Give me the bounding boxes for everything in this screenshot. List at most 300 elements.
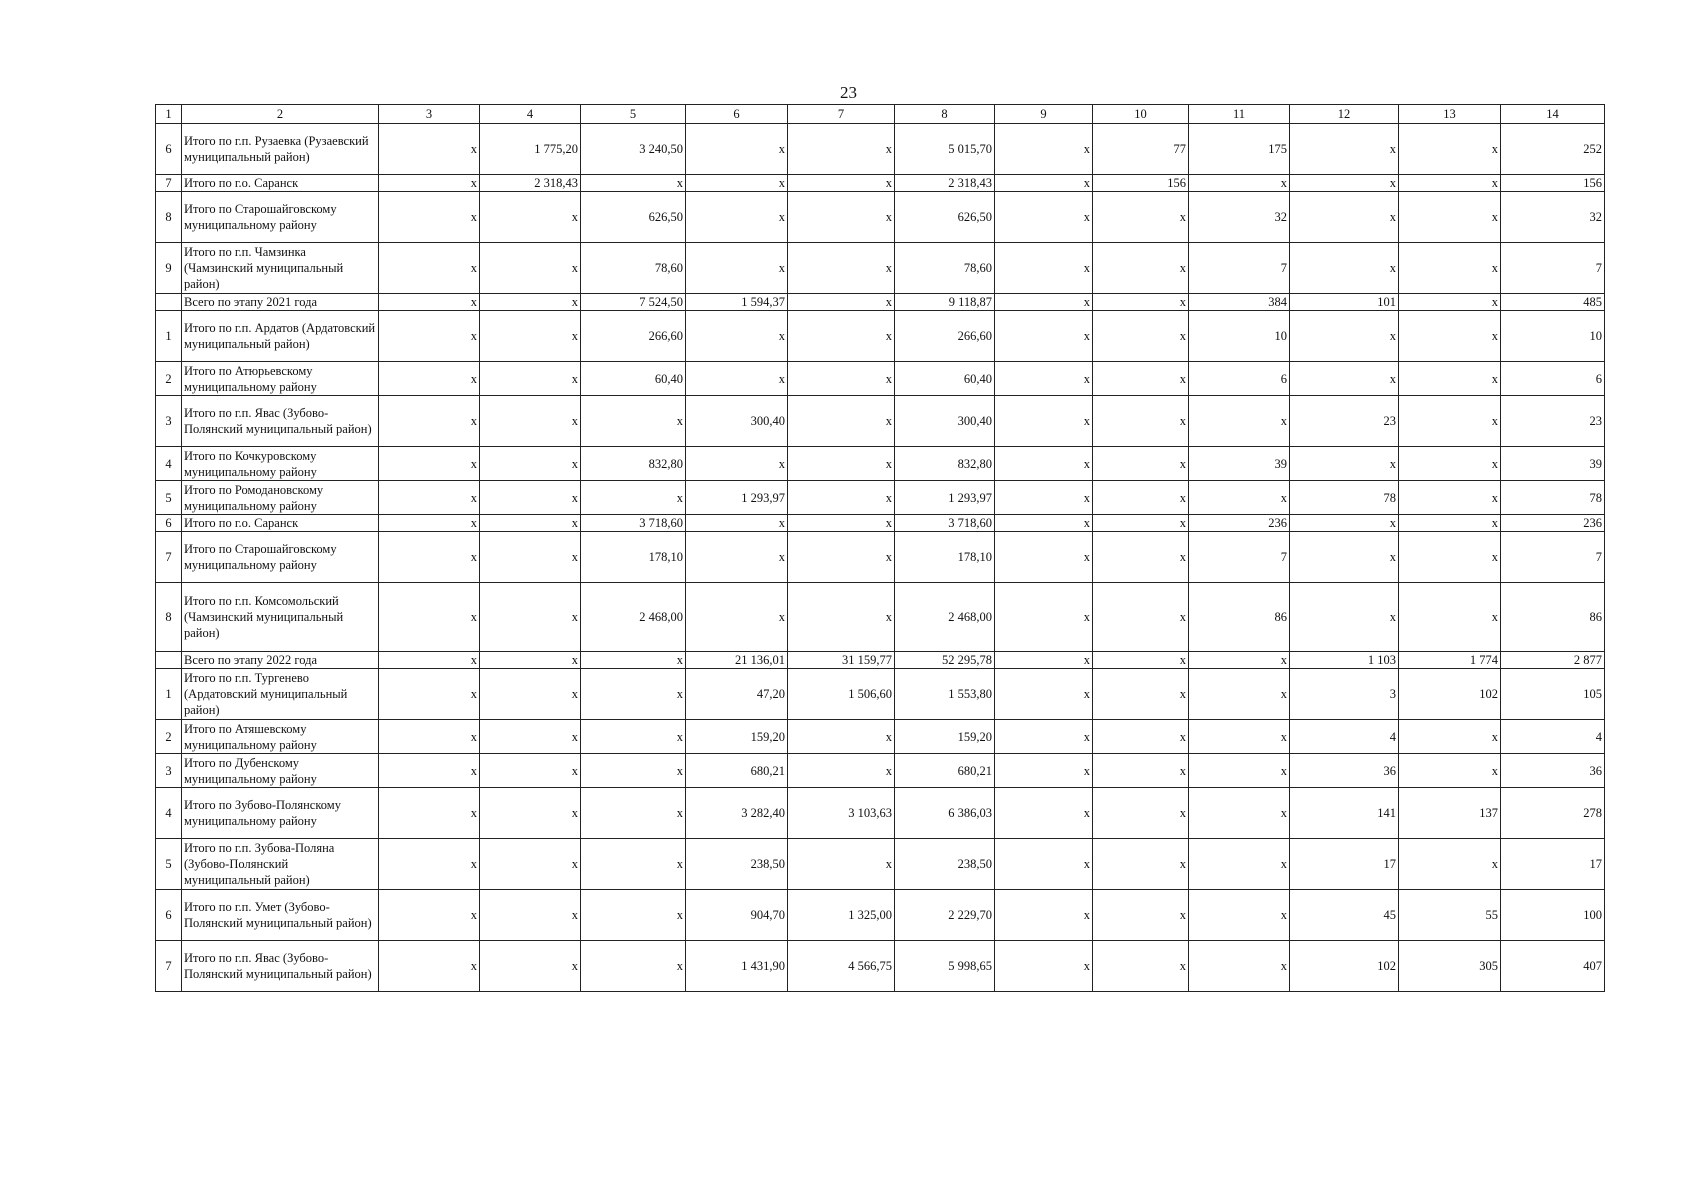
value-cell: 238,50 [895, 839, 995, 890]
value-cell: 236 [1501, 515, 1605, 532]
value-cell: 23 [1501, 396, 1605, 447]
table-row [156, 839, 1605, 890]
value-cell: x [1399, 447, 1501, 481]
row-name: Итого по Старошайговскому муниципальному району [182, 192, 379, 243]
value-cell: x [1290, 175, 1399, 192]
value-cell: 832,80 [895, 447, 995, 481]
value-cell: 1 431,90 [686, 941, 788, 992]
value-cell: x [788, 192, 895, 243]
value-cell: x [1093, 941, 1189, 992]
row-name: Итого по г.о. Саранск [182, 175, 379, 192]
value-cell: x [480, 481, 581, 515]
column-header: 6 [686, 105, 788, 124]
value-cell: x [1399, 243, 1501, 294]
value-cell: x [581, 941, 686, 992]
value-cell: x [581, 839, 686, 890]
value-cell: 36 [1290, 754, 1399, 788]
value-cell: x [686, 515, 788, 532]
row-number: 6 [156, 890, 182, 941]
value-cell: x [581, 720, 686, 754]
value-cell: 60,40 [895, 362, 995, 396]
value-cell: x [480, 311, 581, 362]
value-cell: 680,21 [895, 754, 995, 788]
value-cell: x [1093, 481, 1189, 515]
value-cell: 102 [1290, 941, 1399, 992]
value-cell: x [788, 583, 895, 652]
value-cell: x [995, 396, 1093, 447]
value-cell: x [1399, 192, 1501, 243]
column-header: 8 [895, 105, 995, 124]
value-cell: 5 015,70 [895, 124, 995, 175]
row-name: Итого по г.п. Комсомольский (Чамзинский муниципальный район) [182, 583, 379, 652]
value-cell: x [1290, 124, 1399, 175]
value-cell: 3 718,60 [895, 515, 995, 532]
value-cell: x [480, 192, 581, 243]
value-cell: x [480, 532, 581, 583]
value-cell: 178,10 [895, 532, 995, 583]
table-row [156, 669, 1605, 720]
table-row [156, 294, 1605, 311]
value-cell: 6 386,03 [895, 788, 995, 839]
value-cell: x [480, 652, 581, 669]
value-cell: x [1290, 447, 1399, 481]
value-cell: 6 [1189, 362, 1290, 396]
value-cell: x [788, 839, 895, 890]
value-cell: 141 [1290, 788, 1399, 839]
value-cell: 3 718,60 [581, 515, 686, 532]
value-cell: x [1399, 294, 1501, 311]
table-row [156, 890, 1605, 941]
value-cell: x [1399, 175, 1501, 192]
value-cell: x [995, 532, 1093, 583]
value-cell: 86 [1189, 583, 1290, 652]
table-row [156, 124, 1605, 175]
column-header: 4 [480, 105, 581, 124]
value-cell: x [379, 294, 480, 311]
value-cell: x [379, 515, 480, 532]
value-cell: x [1093, 669, 1189, 720]
value-cell: 175 [1189, 124, 1290, 175]
value-cell: 278 [1501, 788, 1605, 839]
value-cell: x [1399, 396, 1501, 447]
row-number: 1 [156, 669, 182, 720]
value-cell: x [788, 124, 895, 175]
value-cell: x [995, 362, 1093, 396]
value-cell: x [686, 362, 788, 396]
value-cell: x [995, 447, 1093, 481]
table-row [156, 175, 1605, 192]
value-cell: x [995, 311, 1093, 362]
row-name: Итого по г.п. Явас (Зубово-Полянский муниципальный район) [182, 941, 379, 992]
row-name: Итого по г.п. Явас (Зубово-Полянский муниципальный район) [182, 396, 379, 447]
value-cell: x [1399, 839, 1501, 890]
column-header: 3 [379, 105, 480, 124]
value-cell: x [1189, 175, 1290, 192]
table-row [156, 243, 1605, 294]
row-name: Итого по г.п. Тургенево (Ардатовский муниципальный район) [182, 669, 379, 720]
row-number: 8 [156, 192, 182, 243]
value-cell: x [480, 754, 581, 788]
value-cell: 3 282,40 [686, 788, 788, 839]
value-cell: x [379, 175, 480, 192]
row-number: 7 [156, 532, 182, 583]
value-cell: 55 [1399, 890, 1501, 941]
value-cell: 7 [1189, 532, 1290, 583]
value-cell: 9 118,87 [895, 294, 995, 311]
value-cell: x [1093, 652, 1189, 669]
value-cell: 102 [1399, 669, 1501, 720]
value-cell: 680,21 [686, 754, 788, 788]
value-cell: x [686, 583, 788, 652]
value-cell: 156 [1501, 175, 1605, 192]
value-cell: 2 877 [1501, 652, 1605, 669]
value-cell: x [995, 669, 1093, 720]
value-cell: x [379, 124, 480, 175]
value-cell: 305 [1399, 941, 1501, 992]
value-cell: 2 318,43 [480, 175, 581, 192]
value-cell: 4 [1290, 720, 1399, 754]
value-cell: x [1399, 311, 1501, 362]
value-cell: x [480, 890, 581, 941]
value-cell: x [379, 754, 480, 788]
value-cell: x [1093, 890, 1189, 941]
value-cell: 101 [1290, 294, 1399, 311]
table-row [156, 652, 1605, 669]
value-cell: x [1399, 532, 1501, 583]
value-cell: 4 566,75 [788, 941, 895, 992]
value-cell: x [379, 243, 480, 294]
row-number: 7 [156, 941, 182, 992]
value-cell: x [788, 720, 895, 754]
value-cell: 2 229,70 [895, 890, 995, 941]
row-name: Итого по Ромодановскому муниципальному району [182, 481, 379, 515]
row-number: 1 [156, 311, 182, 362]
value-cell: 3 103,63 [788, 788, 895, 839]
value-cell: x [581, 669, 686, 720]
value-cell: x [480, 839, 581, 890]
value-cell: x [480, 669, 581, 720]
value-cell: 1 553,80 [895, 669, 995, 720]
row-name: Итого по Зубово-Полянскому муниципальному району [182, 788, 379, 839]
value-cell: x [1093, 754, 1189, 788]
value-cell: 252 [1501, 124, 1605, 175]
value-cell: x [1290, 243, 1399, 294]
value-cell: 60,40 [581, 362, 686, 396]
row-number: 5 [156, 839, 182, 890]
value-cell: x [788, 532, 895, 583]
value-cell: 86 [1501, 583, 1605, 652]
value-cell: x [1093, 243, 1189, 294]
value-cell: x [686, 532, 788, 583]
value-cell: x [788, 362, 895, 396]
value-cell: x [1093, 294, 1189, 311]
table-row [156, 720, 1605, 754]
value-cell: 78 [1290, 481, 1399, 515]
row-name: Всего по этапу 2022 года [182, 652, 379, 669]
value-cell: x [581, 396, 686, 447]
value-cell: 17 [1290, 839, 1399, 890]
row-number: 6 [156, 124, 182, 175]
value-cell: x [788, 311, 895, 362]
column-header: 14 [1501, 105, 1605, 124]
value-cell: x [480, 583, 581, 652]
value-cell: x [995, 515, 1093, 532]
value-cell: 156 [1093, 175, 1189, 192]
value-cell: x [788, 481, 895, 515]
row-name: Итого по Дубенскому муниципальному району [182, 754, 379, 788]
value-cell: x [480, 941, 581, 992]
value-cell: 21 136,01 [686, 652, 788, 669]
value-cell: 300,40 [686, 396, 788, 447]
value-cell: x [686, 447, 788, 481]
value-cell: x [1399, 481, 1501, 515]
value-cell: x [379, 532, 480, 583]
value-cell: x [995, 583, 1093, 652]
value-cell: x [1189, 669, 1290, 720]
value-cell: 904,70 [686, 890, 788, 941]
table-row [156, 788, 1605, 839]
row-name: Итого по г.п. Зубова-Поляна (Зубово-Полянский муниципальный район) [182, 839, 379, 890]
table-row [156, 311, 1605, 362]
value-cell: x [788, 396, 895, 447]
column-header: 1 [156, 105, 182, 124]
value-cell: x [1093, 192, 1189, 243]
row-number [156, 652, 182, 669]
value-cell: x [1093, 311, 1189, 362]
value-cell: x [1189, 890, 1290, 941]
value-cell: x [379, 396, 480, 447]
table-row [156, 754, 1605, 788]
value-cell: x [1093, 720, 1189, 754]
value-cell: 47,20 [686, 669, 788, 720]
value-cell: 3 240,50 [581, 124, 686, 175]
value-cell: 52 295,78 [895, 652, 995, 669]
row-number: 3 [156, 396, 182, 447]
value-cell: x [581, 754, 686, 788]
value-cell: x [686, 311, 788, 362]
value-cell: 3 [1290, 669, 1399, 720]
value-cell: x [995, 243, 1093, 294]
header-row [156, 105, 1605, 124]
value-cell: 1 103 [1290, 652, 1399, 669]
row-name: Итого по Атюрьевскому муниципальному району [182, 362, 379, 396]
value-cell: x [995, 192, 1093, 243]
table-row [156, 362, 1605, 396]
value-cell: 1 594,37 [686, 294, 788, 311]
value-cell: 32 [1189, 192, 1290, 243]
value-cell: 4 [1501, 720, 1605, 754]
value-cell: 1 506,60 [788, 669, 895, 720]
column-header: 7 [788, 105, 895, 124]
row-number: 2 [156, 362, 182, 396]
value-cell: x [379, 481, 480, 515]
value-cell: 36 [1501, 754, 1605, 788]
value-cell: x [788, 175, 895, 192]
value-cell: x [1399, 720, 1501, 754]
value-cell: x [1290, 311, 1399, 362]
value-cell: x [480, 362, 581, 396]
row-number: 7 [156, 175, 182, 192]
value-cell: 1 774 [1399, 652, 1501, 669]
value-cell: x [379, 652, 480, 669]
value-cell: x [581, 481, 686, 515]
value-cell: x [995, 754, 1093, 788]
value-cell: x [379, 669, 480, 720]
row-number: 5 [156, 481, 182, 515]
value-cell: 159,20 [895, 720, 995, 754]
value-cell: 1 293,97 [895, 481, 995, 515]
value-cell: x [1290, 192, 1399, 243]
value-cell: x [1290, 515, 1399, 532]
value-cell: 100 [1501, 890, 1605, 941]
value-cell: 137 [1399, 788, 1501, 839]
value-cell: x [1093, 515, 1189, 532]
value-cell: 384 [1189, 294, 1290, 311]
table-body [156, 105, 1605, 992]
row-name: Всего по этапу 2021 года [182, 294, 379, 311]
value-cell: 6 [1501, 362, 1605, 396]
value-cell: 238,50 [686, 839, 788, 890]
page-number: 23 [840, 83, 857, 102]
value-cell: x [788, 243, 895, 294]
value-cell: x [1189, 839, 1290, 890]
row-number: 2 [156, 720, 182, 754]
table-row [156, 515, 1605, 532]
value-cell: 626,50 [895, 192, 995, 243]
value-cell: x [379, 720, 480, 754]
column-header: 2 [182, 105, 379, 124]
value-cell: x [1189, 396, 1290, 447]
table-row [156, 192, 1605, 243]
row-name: Итого по г.п. Рузаевка (Рузаевский муниципальный район) [182, 124, 379, 175]
value-cell: 32 [1501, 192, 1605, 243]
value-cell: 2 318,43 [895, 175, 995, 192]
value-cell: x [379, 941, 480, 992]
value-cell: x [379, 311, 480, 362]
value-cell: x [686, 192, 788, 243]
value-cell: x [480, 243, 581, 294]
table-row [156, 941, 1605, 992]
value-cell: x [686, 175, 788, 192]
value-cell: 45 [1290, 890, 1399, 941]
value-cell: x [379, 788, 480, 839]
value-cell: 7 [1189, 243, 1290, 294]
value-cell: x [581, 175, 686, 192]
row-number [156, 294, 182, 311]
value-cell: x [1290, 532, 1399, 583]
value-cell: x [686, 243, 788, 294]
value-cell: x [1399, 515, 1501, 532]
value-cell: 7 [1501, 243, 1605, 294]
value-cell: 626,50 [581, 192, 686, 243]
table-row [156, 447, 1605, 481]
row-name: Итого по г.п. Чамзинка (Чамзинский муниципальный район) [182, 243, 379, 294]
value-cell: 78,60 [895, 243, 995, 294]
row-name: Итого по Кочкуровскому муниципальному району [182, 447, 379, 481]
value-cell: x [1093, 396, 1189, 447]
value-cell: x [1093, 447, 1189, 481]
value-cell: x [1399, 362, 1501, 396]
row-number: 6 [156, 515, 182, 532]
value-cell: 78 [1501, 481, 1605, 515]
value-cell: x [1189, 754, 1290, 788]
value-cell: 2 468,00 [895, 583, 995, 652]
value-cell: x [480, 720, 581, 754]
value-cell: x [1189, 481, 1290, 515]
row-name: Итого по г.п. Умет (Зубово-Полянский муниципальный район) [182, 890, 379, 941]
column-header: 10 [1093, 105, 1189, 124]
value-cell: x [379, 362, 480, 396]
value-cell: x [1093, 839, 1189, 890]
value-cell: x [480, 396, 581, 447]
row-name: Итого по Старошайговскому муниципальному району [182, 532, 379, 583]
row-name: Итого по г.п. Ардатов (Ардатовский муниципальный район) [182, 311, 379, 362]
value-cell: x [1399, 583, 1501, 652]
value-cell: x [480, 447, 581, 481]
value-cell: x [788, 294, 895, 311]
value-cell: x [379, 192, 480, 243]
value-cell: 23 [1290, 396, 1399, 447]
value-cell: x [1093, 532, 1189, 583]
value-cell: x [1093, 788, 1189, 839]
row-number: 3 [156, 754, 182, 788]
value-cell: 39 [1501, 447, 1605, 481]
value-cell: 300,40 [895, 396, 995, 447]
value-cell: x [379, 583, 480, 652]
value-cell: 2 468,00 [581, 583, 686, 652]
column-header: 5 [581, 105, 686, 124]
table-row [156, 481, 1605, 515]
value-cell: x [788, 515, 895, 532]
value-cell: x [581, 652, 686, 669]
value-cell: 178,10 [581, 532, 686, 583]
value-cell: 39 [1189, 447, 1290, 481]
value-cell: 10 [1189, 311, 1290, 362]
value-cell: 407 [1501, 941, 1605, 992]
value-cell: x [379, 447, 480, 481]
value-cell: x [480, 788, 581, 839]
value-cell: x [995, 294, 1093, 311]
value-cell: 5 998,65 [895, 941, 995, 992]
value-cell: 159,20 [686, 720, 788, 754]
value-cell: 105 [1501, 669, 1605, 720]
table-row [156, 532, 1605, 583]
value-cell: 1 325,00 [788, 890, 895, 941]
value-cell: x [379, 839, 480, 890]
value-cell: x [995, 720, 1093, 754]
value-cell: x [581, 788, 686, 839]
value-cell: x [995, 941, 1093, 992]
row-number: 9 [156, 243, 182, 294]
value-cell: 832,80 [581, 447, 686, 481]
value-cell: x [1189, 652, 1290, 669]
column-header: 13 [1399, 105, 1501, 124]
row-name: Итого по Атяшевскому муниципальному району [182, 720, 379, 754]
value-cell: x [995, 652, 1093, 669]
value-cell: x [1189, 941, 1290, 992]
value-cell: 266,60 [895, 311, 995, 362]
value-cell: x [1399, 124, 1501, 175]
value-cell: 10 [1501, 311, 1605, 362]
value-cell: 1 293,97 [686, 481, 788, 515]
value-cell: x [1189, 788, 1290, 839]
value-cell: x [788, 754, 895, 788]
value-cell: 31 159,77 [788, 652, 895, 669]
value-cell: 17 [1501, 839, 1605, 890]
value-cell: x [788, 447, 895, 481]
value-cell: 7 524,50 [581, 294, 686, 311]
row-name: Итого по г.о. Саранск [182, 515, 379, 532]
